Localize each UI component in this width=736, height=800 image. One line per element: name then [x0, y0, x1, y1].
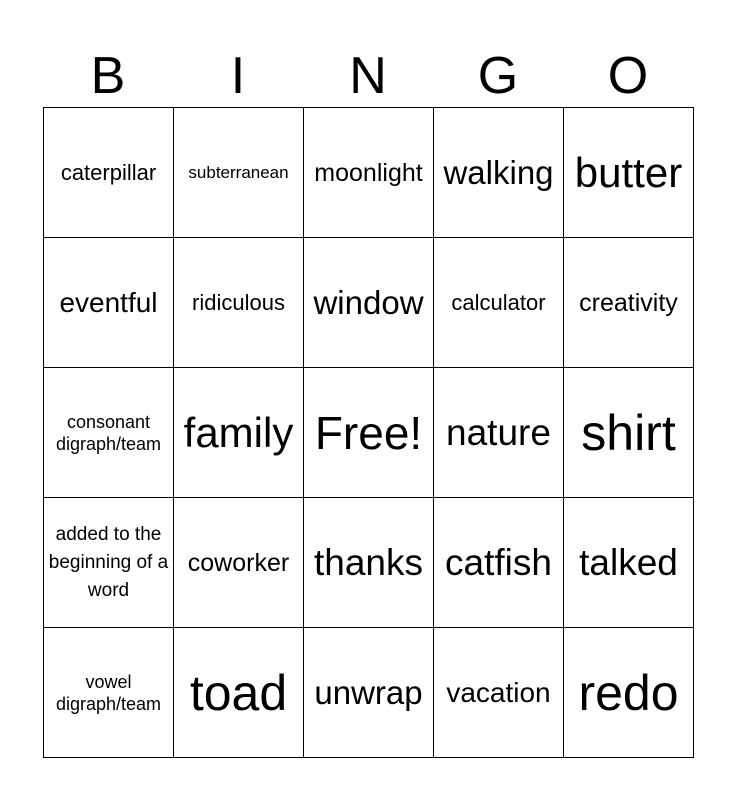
cell-text: caterpillar [60, 159, 157, 185]
cell-text: thanks [313, 541, 423, 583]
bingo-cell[interactable] [434, 498, 564, 628]
bingo-cell[interactable] [174, 108, 304, 238]
cell-text: unwrap [314, 673, 423, 711]
cell-text: creativity [579, 288, 678, 317]
header-letter-i: I [230, 47, 246, 105]
bingo-cell[interactable] [174, 498, 304, 628]
cell-text: vowel digraph/team [55, 671, 162, 714]
bingo-header [43, 46, 693, 106]
cell-text: window [313, 283, 424, 321]
cell-text: nature [446, 411, 551, 453]
bingo-cell[interactable] [434, 628, 564, 758]
bingo-cell[interactable] [564, 238, 694, 368]
free-space-cell[interactable] [304, 368, 434, 498]
cell-text: shirt [581, 404, 676, 461]
cell-text: eventful [59, 286, 158, 318]
cell-text: toad [189, 664, 288, 721]
cell-text: moonlight [314, 158, 423, 187]
cell-text: consonant digraph/team [55, 411, 162, 454]
cell-text: talked [579, 541, 678, 583]
cell-text: calculator [451, 289, 546, 315]
bingo-cell[interactable] [564, 108, 694, 238]
cell-text: family [183, 408, 294, 456]
bingo-cell[interactable] [434, 108, 564, 238]
bingo-cell[interactable] [174, 238, 304, 368]
bingo-cell[interactable] [304, 498, 434, 628]
header-letter-n: N [349, 47, 387, 105]
bingo-cell[interactable] [304, 628, 434, 758]
header-letter-g: G [477, 47, 519, 105]
bingo-cell[interactable] [44, 498, 174, 628]
bingo-cell[interactable] [434, 238, 564, 368]
bingo-cell[interactable] [564, 628, 694, 758]
bingo-cell[interactable] [44, 368, 174, 498]
bingo-cell[interactable] [174, 368, 304, 498]
bingo-cell[interactable] [174, 628, 304, 758]
cell-text: coworker [187, 548, 290, 577]
bingo-cell[interactable] [44, 108, 174, 238]
bingo-grid [43, 107, 694, 758]
header-letter-b: B [90, 47, 126, 105]
header-letter-o: O [607, 47, 649, 105]
bingo-cell[interactable] [304, 238, 434, 368]
cell-text: subterranean [188, 163, 289, 182]
bingo-cell[interactable] [44, 628, 174, 758]
cell-text: added to the beginning of a word [48, 523, 169, 601]
cell-text: walking [443, 153, 554, 191]
bingo-cell[interactable] [564, 368, 694, 498]
cell-text: butter [574, 148, 683, 196]
cell-text: catfish [445, 541, 552, 583]
cell-text: redo [578, 664, 679, 721]
cell-text: vacation [446, 676, 551, 708]
cell-text: ridiculous [192, 289, 285, 315]
bingo-cell[interactable] [44, 238, 174, 368]
bingo-cell[interactable] [304, 108, 434, 238]
bingo-cell[interactable] [564, 498, 694, 628]
free-space-text: Free! [314, 406, 423, 459]
bingo-cell[interactable] [434, 368, 564, 498]
